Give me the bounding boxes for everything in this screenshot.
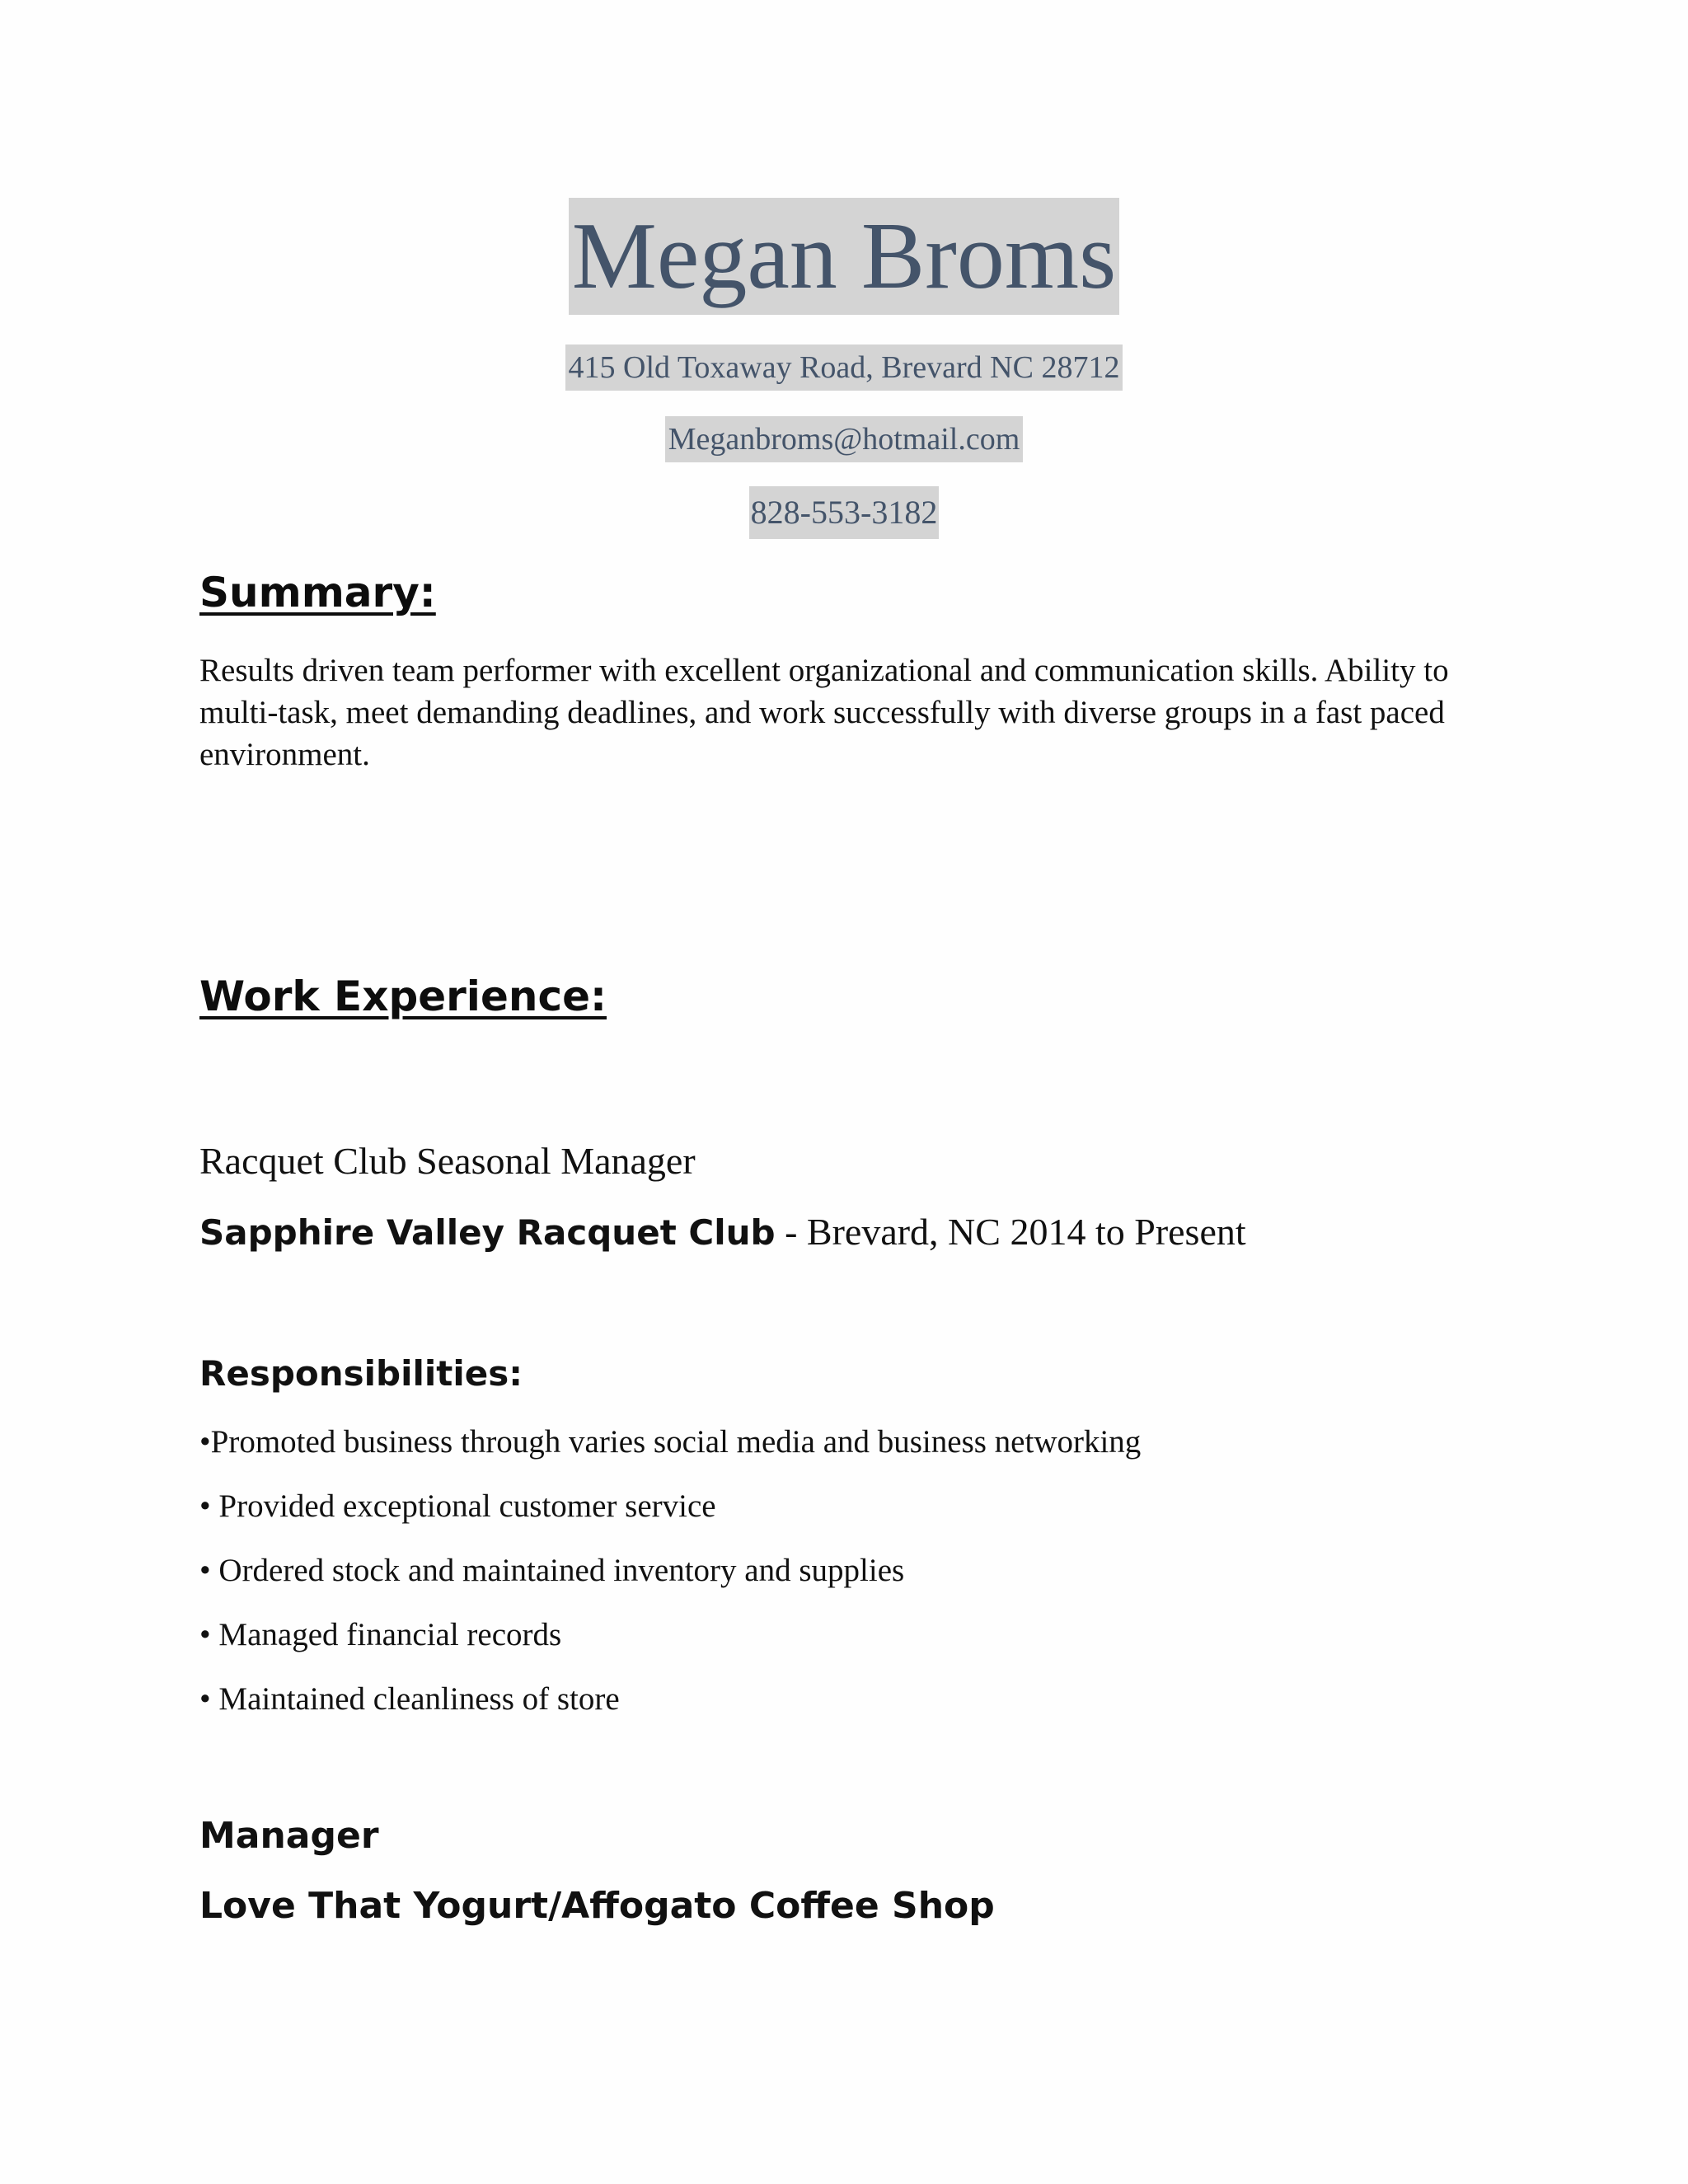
job-employer-line (199, 1210, 1246, 1254)
responsibilities-list (199, 1421, 1141, 1742)
list-item: • Provided exceptional customer service (199, 1488, 716, 1524)
list-item: •Promoted business through varies social media and business networking (199, 1424, 1142, 1460)
name-header (0, 198, 1688, 315)
summary-paragraph: Results driven team performer with excellent organizational and communication skills. Ability to multi-task, meet demanding deadlines, and work successfully with diverse groups in a fast paced environment. (199, 653, 1449, 772)
work-experience-heading: Work Experience: (199, 972, 607, 1020)
address-text: 415 Old Toxaway Road, Brevard NC 28712 (565, 344, 1123, 391)
responsibilities-heading: Responsibilities: (199, 1353, 523, 1394)
list-item: • Maintained cleanliness of store (199, 1681, 620, 1717)
job-employer: Sapphire Valley Racquet Club (199, 1212, 776, 1253)
employer-separator: - (775, 1211, 807, 1253)
job-location-dates: Brevard, NC 2014 to Present (806, 1211, 1246, 1253)
list-item: • Managed financial records (199, 1617, 562, 1652)
email-line (0, 416, 1688, 462)
list-item: • Ordered stock and maintained inventory and supplies (199, 1553, 905, 1588)
address-line (0, 344, 1688, 391)
email-text: Meganbroms@hotmail.com (665, 416, 1024, 462)
job-employer: Love That Yogurt/Affogato Coffee Shop (199, 1885, 995, 1927)
phone-text: 828-553-3182 (749, 486, 940, 539)
candidate-name: Megan Broms (569, 198, 1120, 315)
phone-line (0, 486, 1688, 539)
job-title: Manager (199, 1815, 379, 1857)
summary-heading: Summary: (199, 569, 436, 616)
job-title: Racquet Club Seasonal Manager (199, 1140, 696, 1182)
